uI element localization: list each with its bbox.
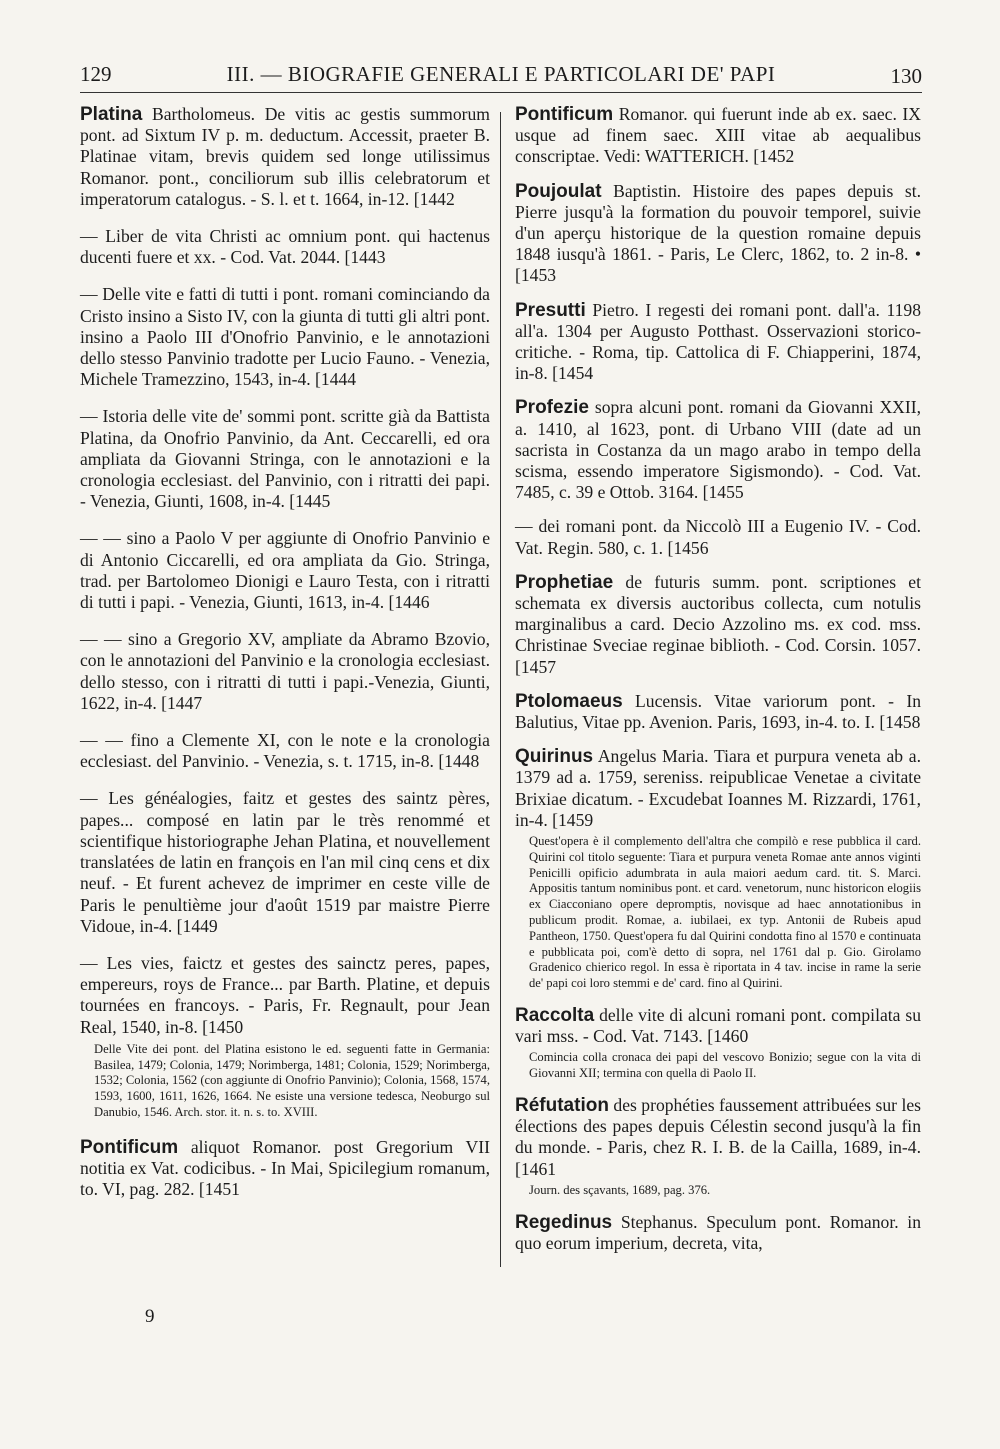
bibliography-entry [80, 528, 490, 613]
bibliography-entry [515, 1005, 921, 1047]
bibliography-note [529, 1183, 921, 1199]
entry-number: [1461 [515, 1158, 557, 1179]
entry-number: [1455 [702, 482, 744, 503]
entry-text: Angelus Maria. Tiara et purpura veneta ab a. 1379 ad a. 1759, sereniss. reipublicae Venetae a civitate Brixiae dicatum. - Excudebat Ioannes M. Rizzardi, 1761, in-4. [515, 746, 921, 830]
entry-text: — — sino a Gregorio XV, ampliate da Abramo Bzovio, con le annotazioni del Panvinio e la cronologia ecclesiast. dello stesso, con i ritratti di tutti i papi.-Venezia, Giunti, 1622, in-4. [80, 629, 490, 713]
entry-text: Journ. des sçavants, 1689, pag. 376. [529, 1182, 711, 1197]
entry-number: [1449 [176, 915, 218, 936]
entry-number: [1448 [438, 751, 480, 772]
page-number-left: 129 [80, 62, 112, 86]
entry-text: — dei romani pont. da Niccolò III a Eugenio IV. - Cod. Vat. Regin. 580, c. 1. [515, 516, 921, 558]
entry-text: Romanor. qui fuerunt inde ab ex. saec. IX usque ad finem saec. XIII vitae ab aequalibus conscriptae. Vedi: WATTERICH. [515, 104, 921, 167]
entry-headword: Pontificum [515, 104, 614, 125]
bibliography-entry [80, 226, 490, 268]
entry-number: [1457 [515, 656, 557, 677]
entry-text: Stephanus. Speculum pont. Romanor. in quo eorum imperium, decreta, vita, [515, 1211, 921, 1253]
entry-text: — — sino a Paolo V per aggiunte di Onofrio Panvinio e di Antonio Ciccarelli, ed ora ampliata da Gio. Stringa, trad. per Bartolomeo Dionigi e Lauro Testa, con i ritratti di tutti i papi. - Venezia, Giunti, 1613, in-4. [80, 528, 490, 613]
bibliography-entry [515, 746, 921, 831]
entry-text: de futuris summ. pont. scriptiones et schemata ex diversis auctoribus collecta, cum notulis marginalibus a card. Decio Azzolino ms. ex cod. mss. Christinae Sveciae reginae biblioth. - Cod. Corsin. 1057. [515, 571, 921, 656]
entry-headword: Pontificum [80, 1136, 179, 1158]
bibliography-entry [515, 516, 921, 558]
bibliography-entry [80, 406, 490, 512]
entry-text: — Les généalogies, faitz et gestes des saintz pères, papes... composé en latin par le très renommé et scientifique historiographe Jehan Platina, et nouvellement translatées de latin en françois en l'an mil cinq cens et dix neuf. - Et furent achevez de imprimer en ceste ville de Paris le penultième jour d'août 1519 par maistre Pierre Vidoue, in-4. [80, 788, 490, 936]
entry-number: [1454 [552, 363, 594, 384]
entry-number: [1447 [161, 692, 203, 713]
entry-headword: Prophetiae [515, 571, 614, 593]
page-number-right: 130 [890, 64, 922, 88]
bibliography-entry [80, 629, 490, 714]
entry-text: — Liber de vita Christi ac omnium pont. qui hactenus ducenti fuere et xx. - Cod. Vat. 2044. [80, 226, 490, 268]
entry-headword: Réfutation [515, 1095, 609, 1117]
entry-number: [1453 [515, 265, 557, 286]
bibliography-entry [80, 1137, 490, 1201]
entry-number: [1452 [753, 146, 795, 167]
entry-number: [1443 [344, 247, 386, 268]
bibliography-entry [515, 691, 921, 733]
column-divider [500, 112, 501, 1267]
bibliography-entry [515, 1212, 921, 1254]
entry-number: [1456 [667, 537, 709, 558]
entry-text: Quest'opera è il complemento dell'altra che compilò e rese pubblica il card. Quirini col titolo seguente: Tiara et purpura veneta Romae ante annos viginti Penicilli opificio adumbrata in aula maiori aedum card. tit. S. Marci. Appositis tantum nominibus pont. et card. venetorum, nunc historicon elogiis ex Ciacconiano opere depromptis, novisque ad haec annotationibus in publicum prodit. Romae, a. iubilaei, ex typ. Antonii de Rubeis apud Pantheon, 1750. Quest'opera fu dal Quirini condotta fino al 1570 e continuata e pubblicata poi, com'è detto di sopra, nel 1761 dal p. Gio. Girolamo Gradenico chierico regol. In essa è riportata in 4 tav. incise in rame la serie de' papi coi loro stemmi e de' card. fino al Quirini. [529, 834, 921, 991]
entry-headword: Quirinus [515, 746, 594, 768]
entry-text: Baptistin. Histoire des papes depuis st. Pierre jusqu'à la formation du pouvoir temporel, suivie d'un aperçu historique de la question romaine depuis 1848 iusqu'à 1861. - Paris, Le Clerc, 1862, to. 2 in-8. • [515, 180, 921, 265]
entry-headword: Presutti [515, 299, 586, 321]
running-title: III. — BIOGRAFIE GENERALI E PARTICOLARI DE' PAPI [226, 62, 776, 86]
page-header [80, 60, 922, 93]
entry-text: — Istoria delle vite de' sommi pont. scritte già da Battista Platina, da Onofrio Panvinio, da Ant. Ceccarelli, ed ora ampliata da Giovanni Stringa, con le annotazioni e la cronologia ecclesiast. del Panvinio, con i ritratti dei papi. - Venezia, Giunti, 1608, in-4. [80, 406, 490, 512]
entry-text: delle vite di alcuni romani pont. compilata su vari mss. - Cod. Vat. 7143. [515, 1005, 921, 1047]
entry-headword: Regedinus [515, 1211, 613, 1233]
entry-headword: Ptolomaeus [515, 690, 623, 712]
bibliography-entry [80, 953, 490, 1038]
entry-number: [1450 [202, 1016, 244, 1037]
entry-number: [1458 [879, 712, 921, 733]
entry-text: Comincia colla cronaca dei papi del vescovo Bonizio; segue con la vita di Giovanni XII; termina con quella di Paolo II. [529, 1050, 921, 1081]
bibliography-entry [515, 300, 921, 385]
bibliography-entry [515, 1095, 921, 1180]
bibliography-note [529, 1050, 921, 1082]
left-column [80, 104, 490, 1216]
entry-number: [1445 [289, 491, 331, 512]
entry-number: [1451 [198, 1179, 240, 1200]
bibliography-entry [80, 730, 490, 772]
entry-headword: Poujoulat [515, 180, 602, 202]
bibliography-entry [515, 104, 921, 168]
entry-headword: Profezie [515, 397, 589, 419]
entry-text: Bartholomeus. De vitis ac gestis summorum pont. ad Sixtum IV p. m. deductum. Accessit, praeter B. Platinae vitam, brevis quidem sed longe utilissimus Romanor. pont., conciliorum sub illis celebratorum et imperatorum catalogus. - S. l. et t. 1664, in-12. [80, 104, 490, 209]
entry-text: — Les vies, faictz et gestes des sainctz peres, papes, empereurs, roys de France... par Barth. Platine, et depuis tournées en francoys. - Paris, Fr. Regnault, pour Jean Real, 1540, in-8. [80, 952, 490, 1037]
bibliography-note [94, 1042, 490, 1121]
entry-text: des prophéties faussement attribuées sur les élections des papes depuis Célestin second jusqu'à la fin du monde. - Paris, chez R. I. B. de la Cailla, 1689, in-4. [515, 1095, 921, 1158]
entry-text: — — fino a Clemente XI, con le note e la cronologia ecclesiast. del Panvinio. - Venezia, s. t. 1715, in-8. [80, 730, 490, 772]
entry-text: Pietro. I regesti dei romani pont. dall'a. 1198 all'a. 1304 per Augusto Potthast. Osservazioni storico-critiche. - Roma, tip. Cattolica di F. Chiapperini, 1874, in-8. [515, 299, 921, 384]
entry-number: [1442 [413, 188, 455, 209]
bibliography-note [529, 834, 921, 992]
entry-number: [1444 [315, 369, 357, 390]
entry-number: [1459 [552, 809, 594, 830]
right-column [515, 104, 921, 1267]
entry-text: Lucensis. Vitae variorum pont. - In Balutius, Vitae pp. Avenion. Paris, 1693, in-4. to. I. [515, 690, 921, 733]
entry-headword: Platina [80, 104, 143, 125]
entry-number: [1446 [388, 592, 430, 613]
entry-text: Delle Vite dei pont. del Platina esistono le ed. seguenti fatte in Germania: Basilea, 1479; Colonia, 1479; Norimberga, 1481; Colonia, 1529; Norimberga, 1532; Colonia, 1562 (con aggiunte di Onofrio Panvinio); Colonia, 1568, 1574, 1593, 1600, 1611, 1626, 1664. Ne esiste una versione tedesca, Neoburgo sul Danubio, 1546. Arch. stor. it. n. s. to. XVIII. [94, 1041, 490, 1119]
bibliography-entry [515, 397, 921, 503]
entry-number: [1460 [707, 1026, 749, 1047]
entry-text: — Delle vite e fatti di tutti i pont. romani cominciando da Cristo insino a Sisto IV, con la giunta di tutti gli altri pont. insino a Paolo III d'Onofrio Panvinio, e le annotazioni dello stesso Panvinio tradotte per Lucio Fauno. - Venezia, Michele Tramezzino, 1543, in-4. [80, 284, 490, 390]
bibliography-entry [515, 181, 921, 287]
bibliography-entry [80, 284, 490, 390]
bibliography-entry [80, 788, 490, 936]
entry-headword: Raccolta [515, 1005, 595, 1027]
bibliography-entry [515, 572, 921, 678]
entry-text: sopra alcuni pont. romani da Giovanni XXII, a. 1410, al 1623, pont. di Urbano VIII (date ad un sacrista in Costanza da un mago arabo in tempo della scisma, essendo imperatore Sigismondo). - Cod. Vat. 7485, c. 39 e Ottob. 3164. [515, 397, 921, 503]
entry-text: aliquot Romanor. post Gregorium VII notitia ex Vat. codicibus. - In Mai, Spicilegium romanum, to. VI, pag. 282. [80, 1136, 490, 1200]
bibliography-entry [80, 104, 490, 210]
signature-mark: 9 [145, 1306, 155, 1327]
